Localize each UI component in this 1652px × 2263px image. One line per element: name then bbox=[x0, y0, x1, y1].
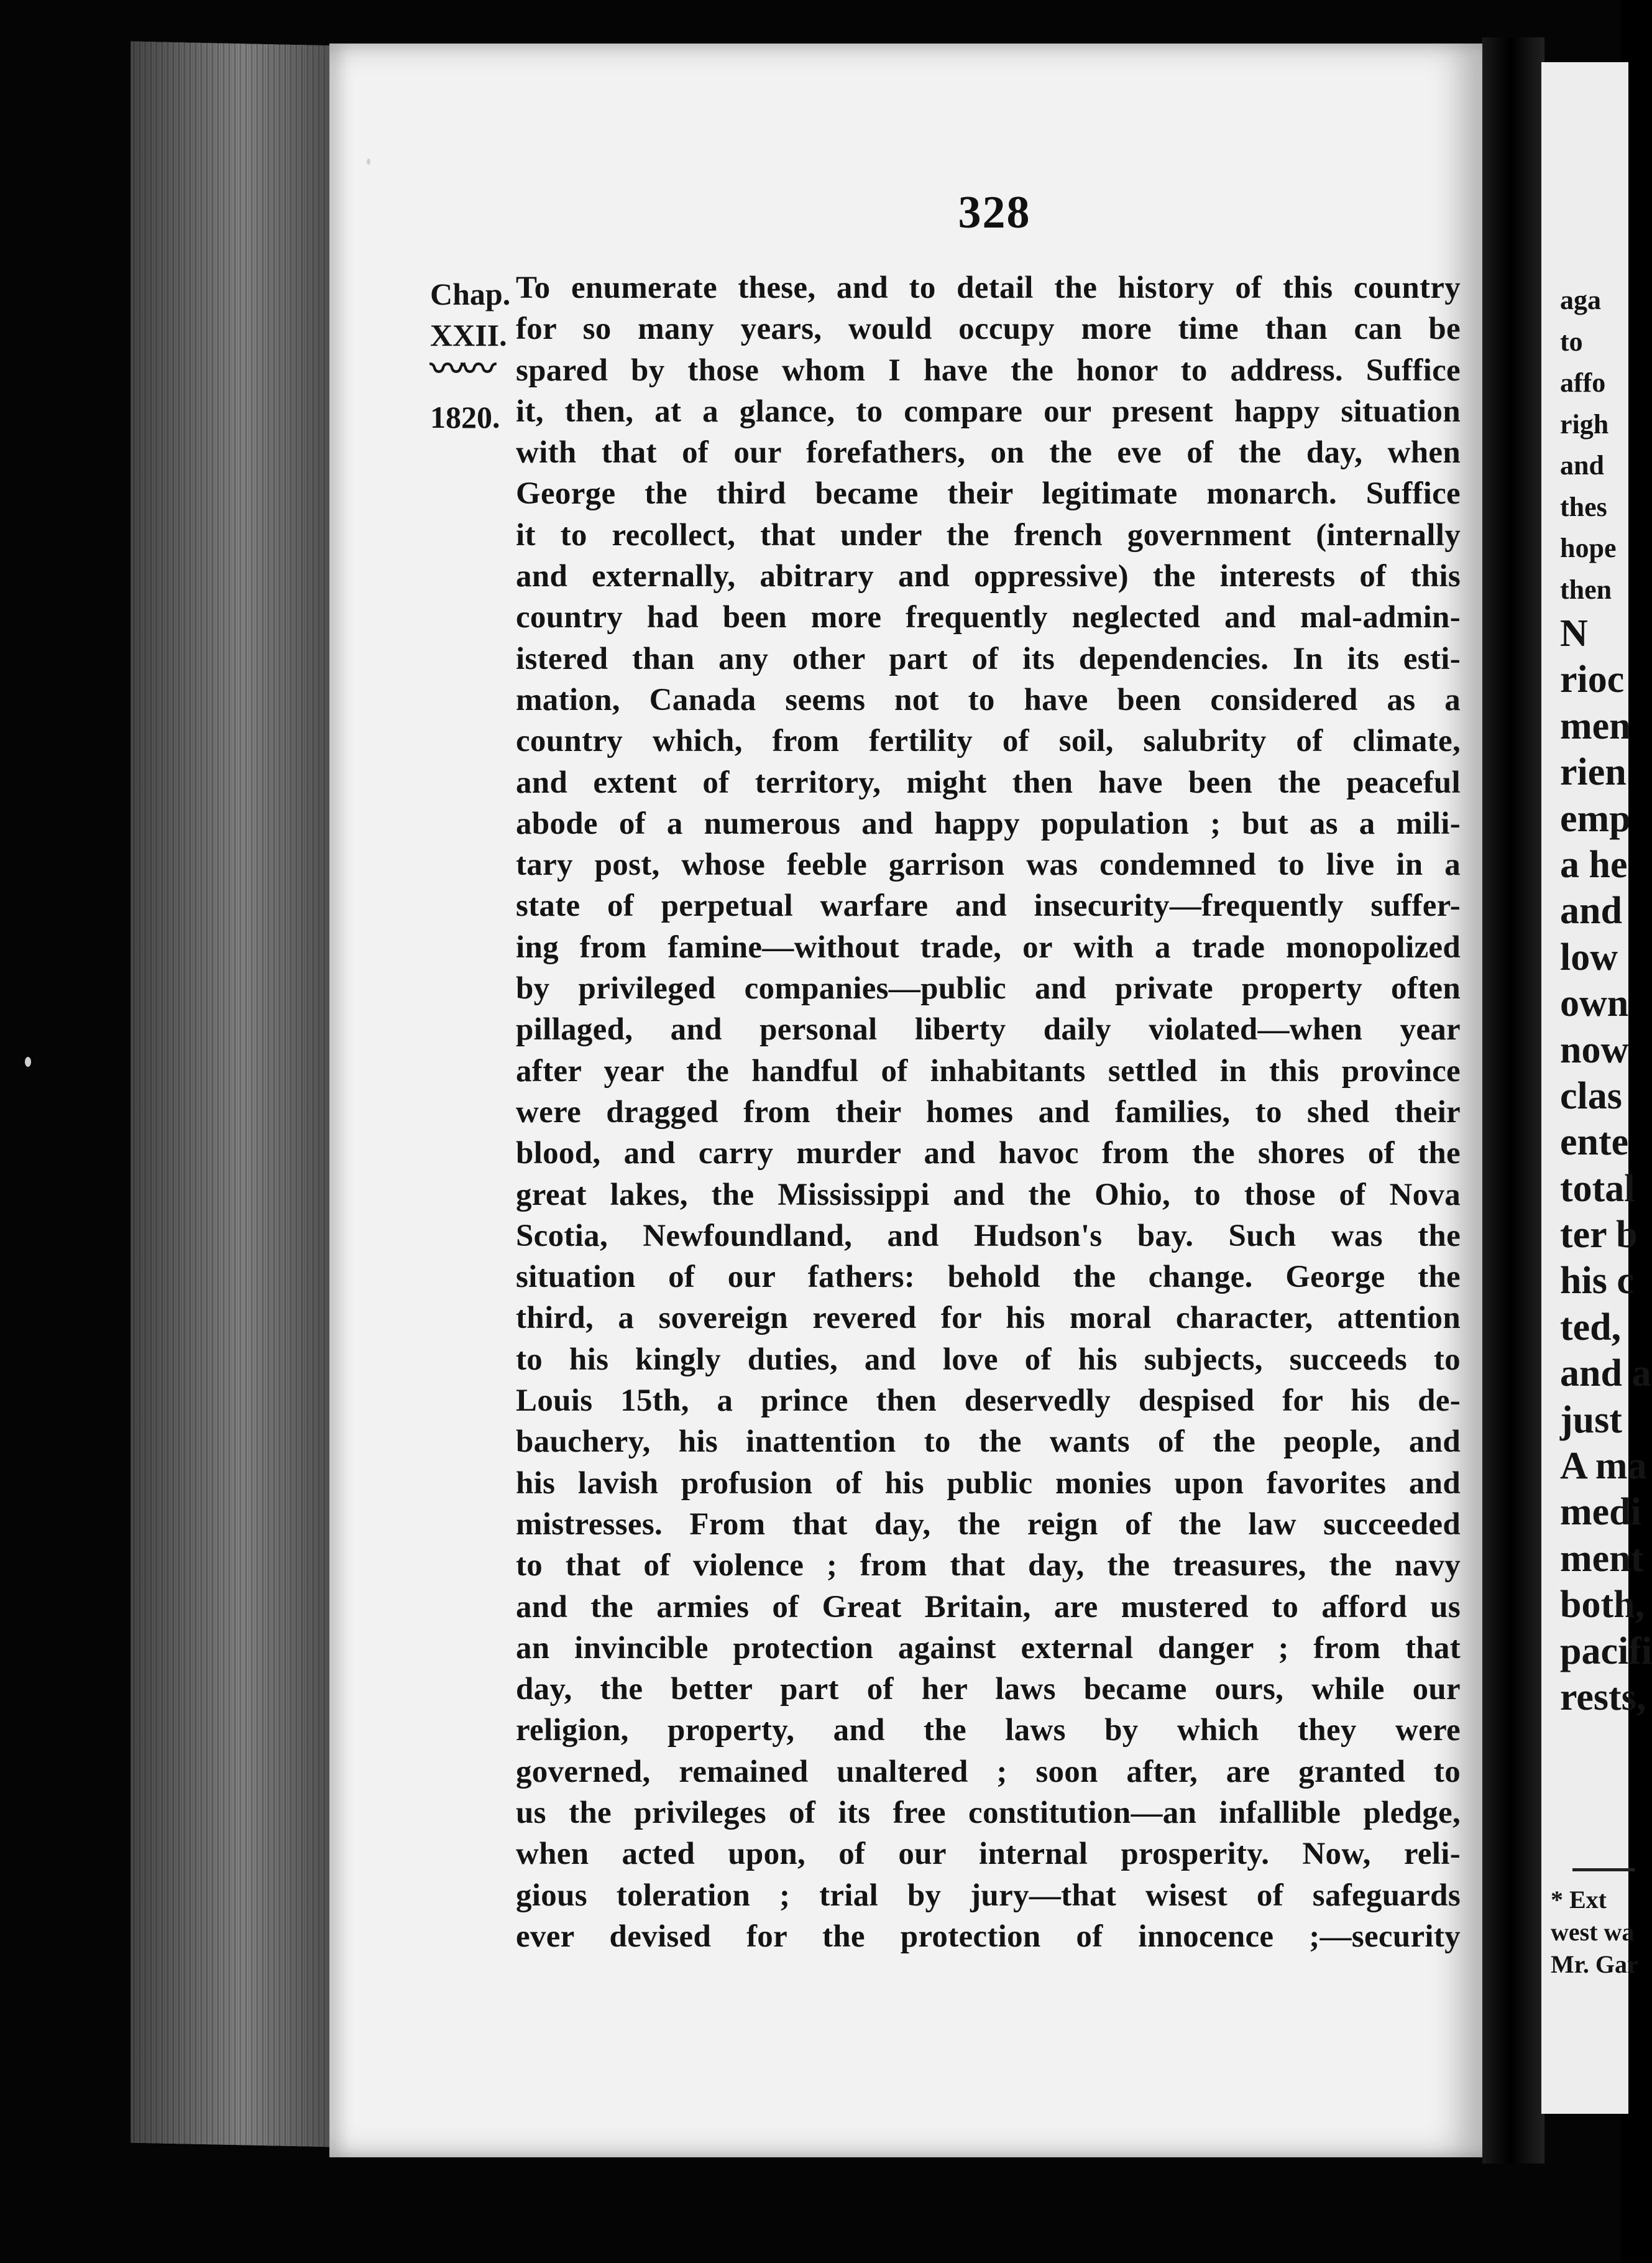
text-line: governed, remained unaltered ; soon after, are granted to bbox=[516, 1754, 1461, 1789]
right-page-text bbox=[1560, 280, 1652, 1720]
text-line: and externally, abitrary and oppressive) the interests of this bbox=[516, 559, 1461, 594]
footnote-fragment: * Ext bbox=[1551, 1886, 1607, 1914]
right-text-fragment: ment bbox=[1560, 1537, 1644, 1580]
footnote-fragment: Mr. Gar bbox=[1551, 1950, 1638, 1978]
text-line: an invincible protection against external danger ; from that bbox=[516, 1630, 1461, 1666]
text-line: third, a sovereign revered for his moral character, attention bbox=[516, 1301, 1461, 1336]
text-line: to his kingly duties, and love of his subjects, succeeds to bbox=[516, 1342, 1461, 1377]
text-line: abode of a numerous and happy population ; but as a mili- bbox=[516, 806, 1461, 841]
body-text bbox=[516, 267, 1461, 1957]
text-line: great lakes, the Mississippi and the Ohio, to those of Nova bbox=[516, 1177, 1461, 1212]
text-line: were dragged from their homes and families, to shed their bbox=[516, 1094, 1461, 1130]
right-text-fragment: emp bbox=[1560, 797, 1631, 840]
text-line: blood, and carry murder and havoc from the shores of the bbox=[516, 1136, 1461, 1171]
right-text-fragment: affo bbox=[1560, 367, 1606, 398]
text-line: day, the better part of her laws became ours, while our bbox=[516, 1672, 1461, 1707]
right-text-fragment: pacifi bbox=[1560, 1629, 1652, 1672]
text-line: it to recollect, that under the french government (internally bbox=[516, 517, 1461, 553]
right-text-fragment: total bbox=[1560, 1167, 1635, 1210]
margin-chap: Chap. bbox=[430, 277, 511, 311]
margin-chapter-number: XXII. bbox=[430, 318, 507, 353]
right-text-fragment: aga bbox=[1560, 285, 1601, 315]
footnote-rule bbox=[1572, 1868, 1635, 1871]
right-text-fragment: N bbox=[1560, 612, 1588, 655]
right-text-fragment: and bbox=[1560, 450, 1604, 481]
scan-speck bbox=[367, 159, 370, 165]
right-text-fragment: medi bbox=[1560, 1491, 1641, 1534]
right-text-fragment: ente bbox=[1560, 1121, 1629, 1164]
text-line: mistresses. From that day, the reign of the law succeeded bbox=[516, 1506, 1461, 1542]
right-text-fragment: righ bbox=[1560, 408, 1609, 440]
margin-separator: 〰〰 bbox=[430, 351, 492, 389]
text-line: spared by those whom I have the honor to address. Suffice bbox=[516, 353, 1461, 388]
right-text-fragment: rien bbox=[1560, 751, 1627, 794]
right-text-fragment: ted, bbox=[1560, 1306, 1622, 1348]
text-line: George the third became their legitimate monarch. Suffice bbox=[516, 476, 1461, 512]
text-line: it, then, at a glance, to compare our present happy situation bbox=[516, 394, 1461, 429]
text-line: situation of our fathers: behold the change. George the bbox=[516, 1260, 1461, 1295]
text-line: tary post, whose feeble garrison was condemned to live in a bbox=[516, 847, 1461, 883]
right-text-fragment: rioc bbox=[1560, 658, 1625, 701]
text-line: for so many years, would occupy more time than can be bbox=[516, 311, 1461, 347]
text-line: country which, from fertility of soil, salubrity of climate, bbox=[516, 724, 1461, 759]
right-text-fragment: and a bbox=[1560, 1352, 1651, 1395]
text-line: when acted upon, of our internal prosperity. Now, reli- bbox=[516, 1837, 1461, 1872]
right-text-fragment: to bbox=[1560, 326, 1583, 357]
text-line: state of perpetual warfare and insecurity—frequently suffer- bbox=[516, 888, 1461, 924]
text-line: Scotia, Newfoundland, and Hudson's bay. Such was the bbox=[516, 1218, 1461, 1253]
text-line: country had been more frequently neglected and mal-admin- bbox=[516, 600, 1461, 635]
right-text-fragment: both, bbox=[1560, 1583, 1645, 1626]
text-line: ing from famine—without trade, or with a trade monopolized bbox=[516, 929, 1461, 965]
text-line: to that of violence ; from that day, the treasures, the navy bbox=[516, 1548, 1461, 1583]
right-text-fragment: A ma bbox=[1560, 1445, 1647, 1488]
text-line: ever devised for the protection of innocence ;—security bbox=[516, 1919, 1461, 1954]
book-page-edges bbox=[131, 42, 336, 2147]
right-text-fragment: and bbox=[1560, 890, 1622, 933]
book-gutter bbox=[1482, 37, 1544, 2164]
text-line: bauchery, his inattention to the wants of the people, and bbox=[516, 1424, 1461, 1460]
text-line: after year the handful of inhabitants settled in this province bbox=[516, 1053, 1461, 1089]
right-text-fragment: hope bbox=[1560, 533, 1617, 563]
text-line: with that of our forefathers, on the eve of the day, when bbox=[516, 435, 1461, 471]
right-text-fragment: own bbox=[1560, 982, 1629, 1025]
text-line: us the privileges of its free constitution—an infallible pledge, bbox=[516, 1795, 1461, 1830]
text-line: his lavish profusion of his public monies upon favorites and bbox=[516, 1465, 1461, 1501]
right-text-fragment: just bbox=[1560, 1398, 1622, 1441]
scan-speck bbox=[25, 1057, 31, 1067]
text-line: mation, Canada seems not to have been considered as a bbox=[516, 682, 1461, 717]
text-line: by privileged companies—public and private property often bbox=[516, 971, 1461, 1007]
text-line: gious toleration ; trial by jury—that wisest of safeguards bbox=[516, 1878, 1461, 1913]
text-line: istered than any other part of its dependencies. In its esti- bbox=[516, 641, 1461, 676]
right-text-fragment: men bbox=[1560, 704, 1631, 747]
right-text-fragment: thes bbox=[1560, 491, 1607, 522]
text-line: and the armies of Great Britain, are mustered to afford us bbox=[516, 1589, 1461, 1625]
page-number: 328 bbox=[958, 187, 1031, 238]
footnote-fragment: west wa bbox=[1551, 1918, 1635, 1946]
right-text-fragment: a he bbox=[1560, 843, 1628, 886]
text-line: religion, property, and the laws by which they were bbox=[516, 1713, 1461, 1748]
right-text-fragment: clas bbox=[1560, 1074, 1622, 1117]
right-text-fragment: ter b bbox=[1560, 1214, 1638, 1256]
right-text-fragment: his c bbox=[1560, 1260, 1634, 1302]
margin-year: 1820. bbox=[430, 400, 500, 435]
text-line: To enumerate these, and to detail the history of this country bbox=[516, 270, 1461, 305]
right-text-fragment: then bbox=[1560, 574, 1612, 605]
right-text-fragment: now bbox=[1560, 1028, 1629, 1071]
text-line: pillaged, and personal liberty daily violated—when year bbox=[516, 1012, 1461, 1048]
right-text-fragment: rests, bbox=[1560, 1675, 1646, 1718]
right-text-fragment: low bbox=[1560, 936, 1618, 979]
right-page-footnote bbox=[1551, 1884, 1638, 1981]
text-line: Louis 15th, a prince then deservedly despised for his de- bbox=[516, 1383, 1461, 1419]
text-line: and extent of territory, might then have been the peaceful bbox=[516, 765, 1461, 800]
